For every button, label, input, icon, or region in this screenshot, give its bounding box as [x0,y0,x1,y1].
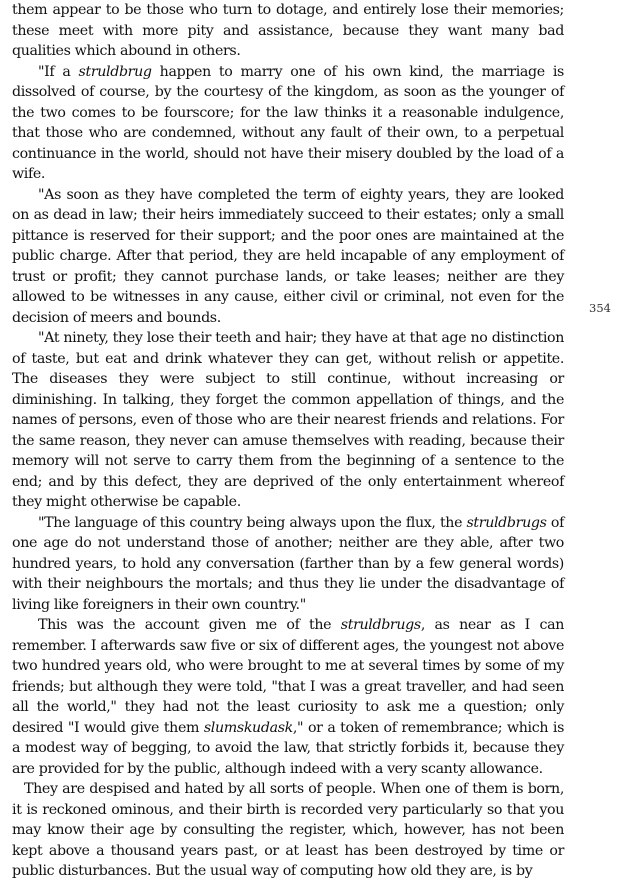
text-run: ," or a token of remembrance; which is a modest way of begging, to avoid the law, that strictly forbids it, because they are provided for by the public, although indeed with a very scanty allowance. [12,719,564,777]
text-run: "The language of this country being always upon the flux, the [38,514,467,531]
text-run: This was the account given me of the [38,617,341,633]
italic-term: struldbrugs [340,617,421,633]
paragraph-dotage [12,0,564,62]
text-run: happen to marry one of his own kind, the marriage is dissolved of course, by the courtesy of the kingdom, as soon as the younger of the two comes to be fourscore; for the law thinks it a reasonable indulgence, that those who are condemned, without any fault of their own, to a perpetual continuance in the world, should not have their misery doubled by the load of a wife. [12,63,564,182]
italic-term: struldbrugs [466,514,547,531]
paragraph-eighty-years [12,185,564,329]
paragraph-language [12,513,564,616]
text-run: , as near as I can remember. I afterwards saw five or six of different ages, the youngest not above two hundred years old, who were brought to me at several times by some of my friends; but although they were told, "that I was a great traveller, and had seen all the world," they had not the least curiosity to ask me a question; only desired "I would give them [12,617,564,736]
text-run: They are despised and hated by all sorts of people. When one of them is born, it is reckoned ominous, and their birth is recorded very particularly so that you may know their age by consulting the register, which, however, has not been kept above a thousand years past, or at least has been destroyed by time or public disturbances. But the usual way of computing how old they are, is by [12,781,564,879]
italic-term: slumskudask [203,719,293,736]
text-run: of one age do not understand those of another; neither are they able, after two hundred years, to hold any conversation (farther than by a few general words) with their neighbours the mortals; and thus they lie under the disadvantage of living like foreigners in their own country." [12,514,564,613]
paragraph-marriage [12,62,564,185]
page-number: 354 [589,301,611,315]
italic-term: struldbrug [78,63,152,80]
book-page-text [12,0,564,882]
text-run: them appear to be those who turn to dotage, and entirely lose their memories; these meet with more pity and assistance, because they want many bad qualities which abound in others. [12,2,564,59]
paragraph-despised [12,779,564,882]
text-run: "At ninety, they lose their teeth and hair; they have at that age no distinction of taste, but eat and drink whatever they can get, without relish or appetite. The diseases they were subject to still continue, without increasing or diminishing. In talking, they forget the common appellation of things, and the names of persons, even of those who are their nearest friends and relations. For the same reason, they never can amuse themselves with reading, because their memory will not serve to carry them from the beginning of a sentence to the end; and by this defect, they are deprived of the only entertainment whereof they might otherwise be capable. [12,330,564,510]
text-run: "As soon as they have completed the term of eighty years, they are looked on as dead in law; their heirs immediately succeed to their estates; only a small pittance is reserved for their support; and the poor ones are maintained at the public charge. After that period, they are held incapable of any employment of trust or profit; they cannot purchase lands, or take leases; neither are they allowed to be witnesses in any cause, either civil or criminal, not even for the decision of meers and bounds. [12,186,564,326]
text-run: "If a [38,63,79,80]
paragraph-account [12,615,564,779]
paragraph-ninety [12,328,564,513]
